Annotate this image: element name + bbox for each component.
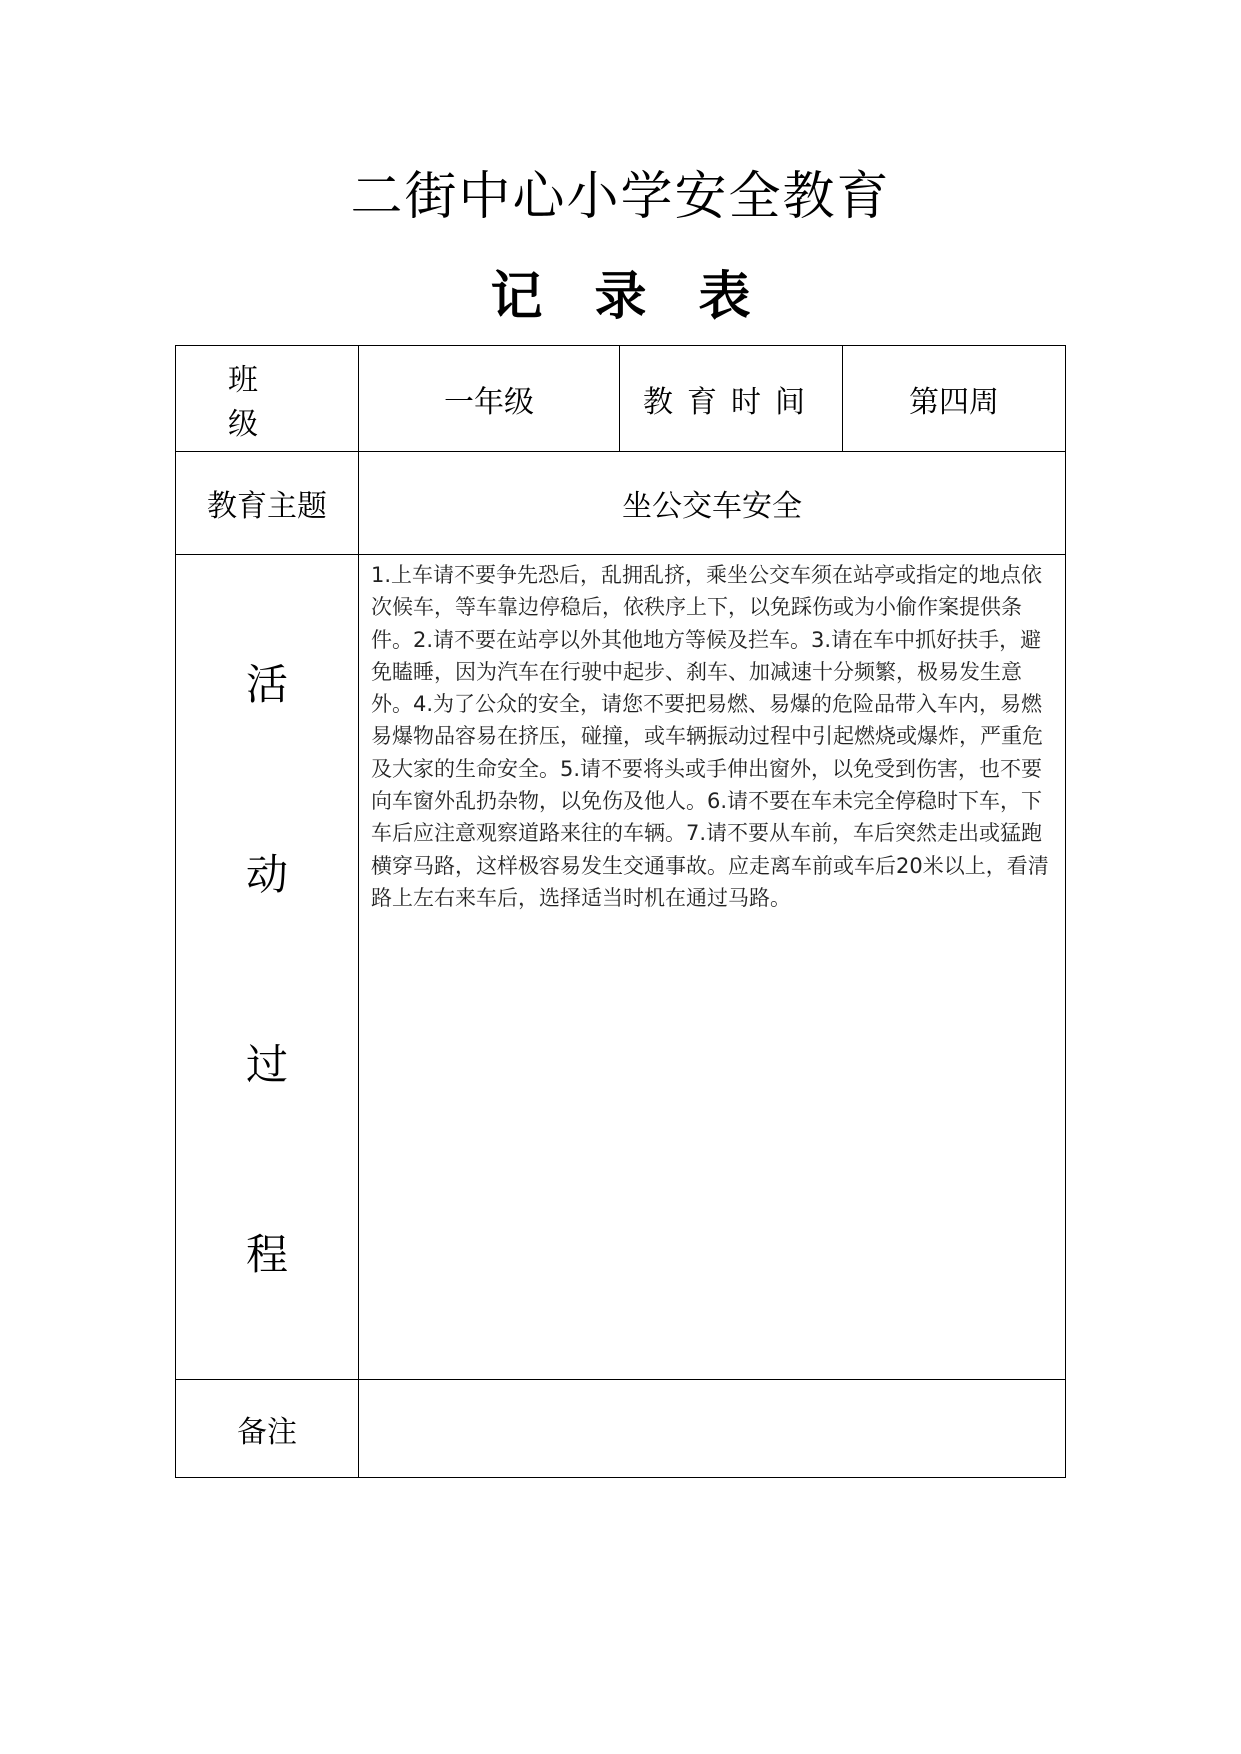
document-subtitle [0,262,1241,332]
subtitle-char: 记 [490,267,543,327]
subtitle-char: 表 [698,267,751,327]
remarks-label: 备注 [176,1380,359,1478]
topic-row [176,452,1066,555]
class-label: 班 级 [176,346,359,452]
activity-row [176,555,1066,1380]
class-value: 一年级 [359,346,620,452]
remarks-row [176,1380,1066,1478]
activity-label-char: 过 [245,1040,288,1089]
activity-label-char: 程 [245,1230,288,1279]
remarks-value [359,1380,1066,1478]
activity-text: 1.上车请不要争先恐后，乱拥乱挤，乘坐公交车须在站亭或指定的地点依次候车，等车靠边停稳后，依秩序上下，以免踩伤或为小偷作案提供条件。2.请不要在站亭以外其他地方等候及拦车。3.请在车中抓好扶手，避免瞌睡，因为汽车在行驶中起步、刹车、加减速十分频繁，极易发生意外。4.为了公众的安全，请您不要把易燃、易爆的危险品带入车内，易燃易爆物品容易在挤压，碰撞，或车辆振动过程中引起燃烧或爆炸，严重危及大家的生命安全。5.请不要将头或手伸出窗外，以免受到伤害，也不要向车窗外乱扔杂物，以免伤及他人。6.请不要在车未完全停稳时下车，下车后应注意观察道路来往的车辆。7.请不要从车前，车后突然走出或猛跑横穿马路，这样极容易发生交通事故。应走离车前或车后20米以上，看清路上左右来车后，选择适当时机在通过马路。 [359,555,1066,1380]
activity-label-char: 动 [245,850,288,899]
topic-label: 教育主题 [176,452,359,555]
document-title: 二街中心小学安全教育 [350,167,891,227]
topic-value: 坐公交车安全 [359,452,1066,555]
activity-label [176,587,358,1347]
activity-label-cell [176,555,359,1380]
activity-label-char: 活 [245,660,288,709]
time-label: 教育时间 [620,346,843,452]
record-table [175,345,1066,1478]
class-row [176,346,1066,452]
subtitle-char: 录 [594,267,647,327]
time-value: 第四周 [843,346,1066,452]
